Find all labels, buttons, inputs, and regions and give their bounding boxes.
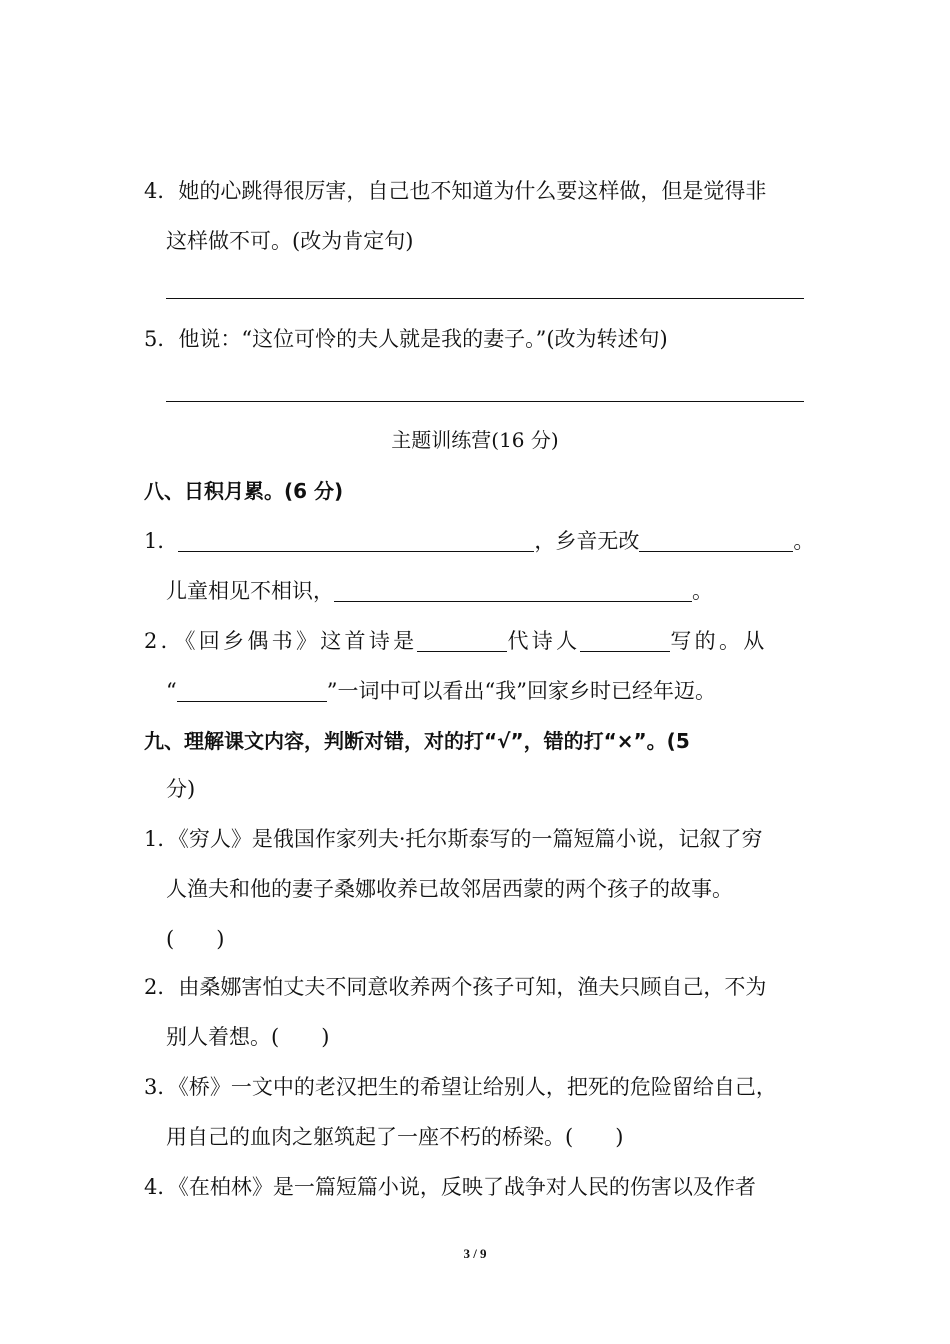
section-title: 主题训练营(16 分): [391, 428, 559, 452]
s9-item-3-line-2: 用自己的血肉之躯筑起了一座不朽的桥梁。( ): [166, 1125, 624, 1149]
q4-answer-line[interactable]: [166, 298, 804, 299]
q4-line-1: 4．她的心跳得很厉害，自己也不知道为什么要这样做，但是觉得非: [144, 179, 767, 203]
fill-blank[interactable]: [639, 529, 793, 552]
section-8-heading: 八、日积月累。(6 分): [144, 479, 344, 503]
s9-item-4-line-1: 4．《在柏林》是一篇短篇小说，反映了战争对人民的伤害以及作者: [144, 1175, 756, 1199]
fill-blank[interactable]: [580, 629, 670, 652]
s8-item-1-line-2: 儿童相见不相识， 。: [166, 579, 713, 603]
fill-blank[interactable]: [417, 629, 507, 652]
s9-item-1-answer[interactable]: ( ): [166, 927, 225, 951]
q5-line-1: 5．他说：“这位可怜的夫人就是我的妻子。”(改为转述句): [144, 327, 668, 351]
q4-line-2: 这样做不可。(改为肯定句): [166, 229, 414, 253]
s9-item-2-line-1: 2．由桑娜害怕丈夫不同意收养两个孩子可知，渔夫只顾自己，不为: [144, 975, 767, 999]
s9-item-2-line-2: 别人着想。( ): [166, 1025, 330, 1049]
fill-blank[interactable]: [334, 579, 692, 602]
s9-item-1-line-2: 人渔夫和他的妻子桑娜收养已故邻居西蒙的两个孩子的故事。: [166, 877, 733, 901]
s8-item-2-line-1: 2．《回乡偶书》这首诗是 代诗人 写的。从: [144, 629, 768, 653]
s8-item-1-mid-text: ，乡音无改: [534, 529, 640, 553]
s8-item-1-line-1: 1． ，乡音无改 。: [144, 529, 815, 553]
page-number: 3 / 9: [463, 1246, 487, 1261]
section-9-heading-cont: 分): [166, 777, 196, 801]
fill-blank[interactable]: [177, 679, 327, 702]
s9-item-3-line-1: 3．《桥》一文中的老汉把生的希望让给别人，把死的危险留给自己，: [144, 1075, 777, 1099]
q5-answer-line[interactable]: [166, 401, 804, 402]
section-9-heading: 九、理解课文内容，判断对错，对的打“√”，错的打“×”。(5: [144, 729, 690, 753]
s8-item-1-number: 1．: [144, 529, 179, 553]
fill-blank[interactable]: [178, 529, 534, 552]
s8-item-2-line-2: “ ”一词中可以看出“我”回家乡时已经年迈。: [166, 679, 716, 703]
s9-item-1-line-1: 1．《穷人》是俄国作家列夫·托尔斯泰写的一篇短篇小说，记叙了穷: [144, 827, 763, 851]
